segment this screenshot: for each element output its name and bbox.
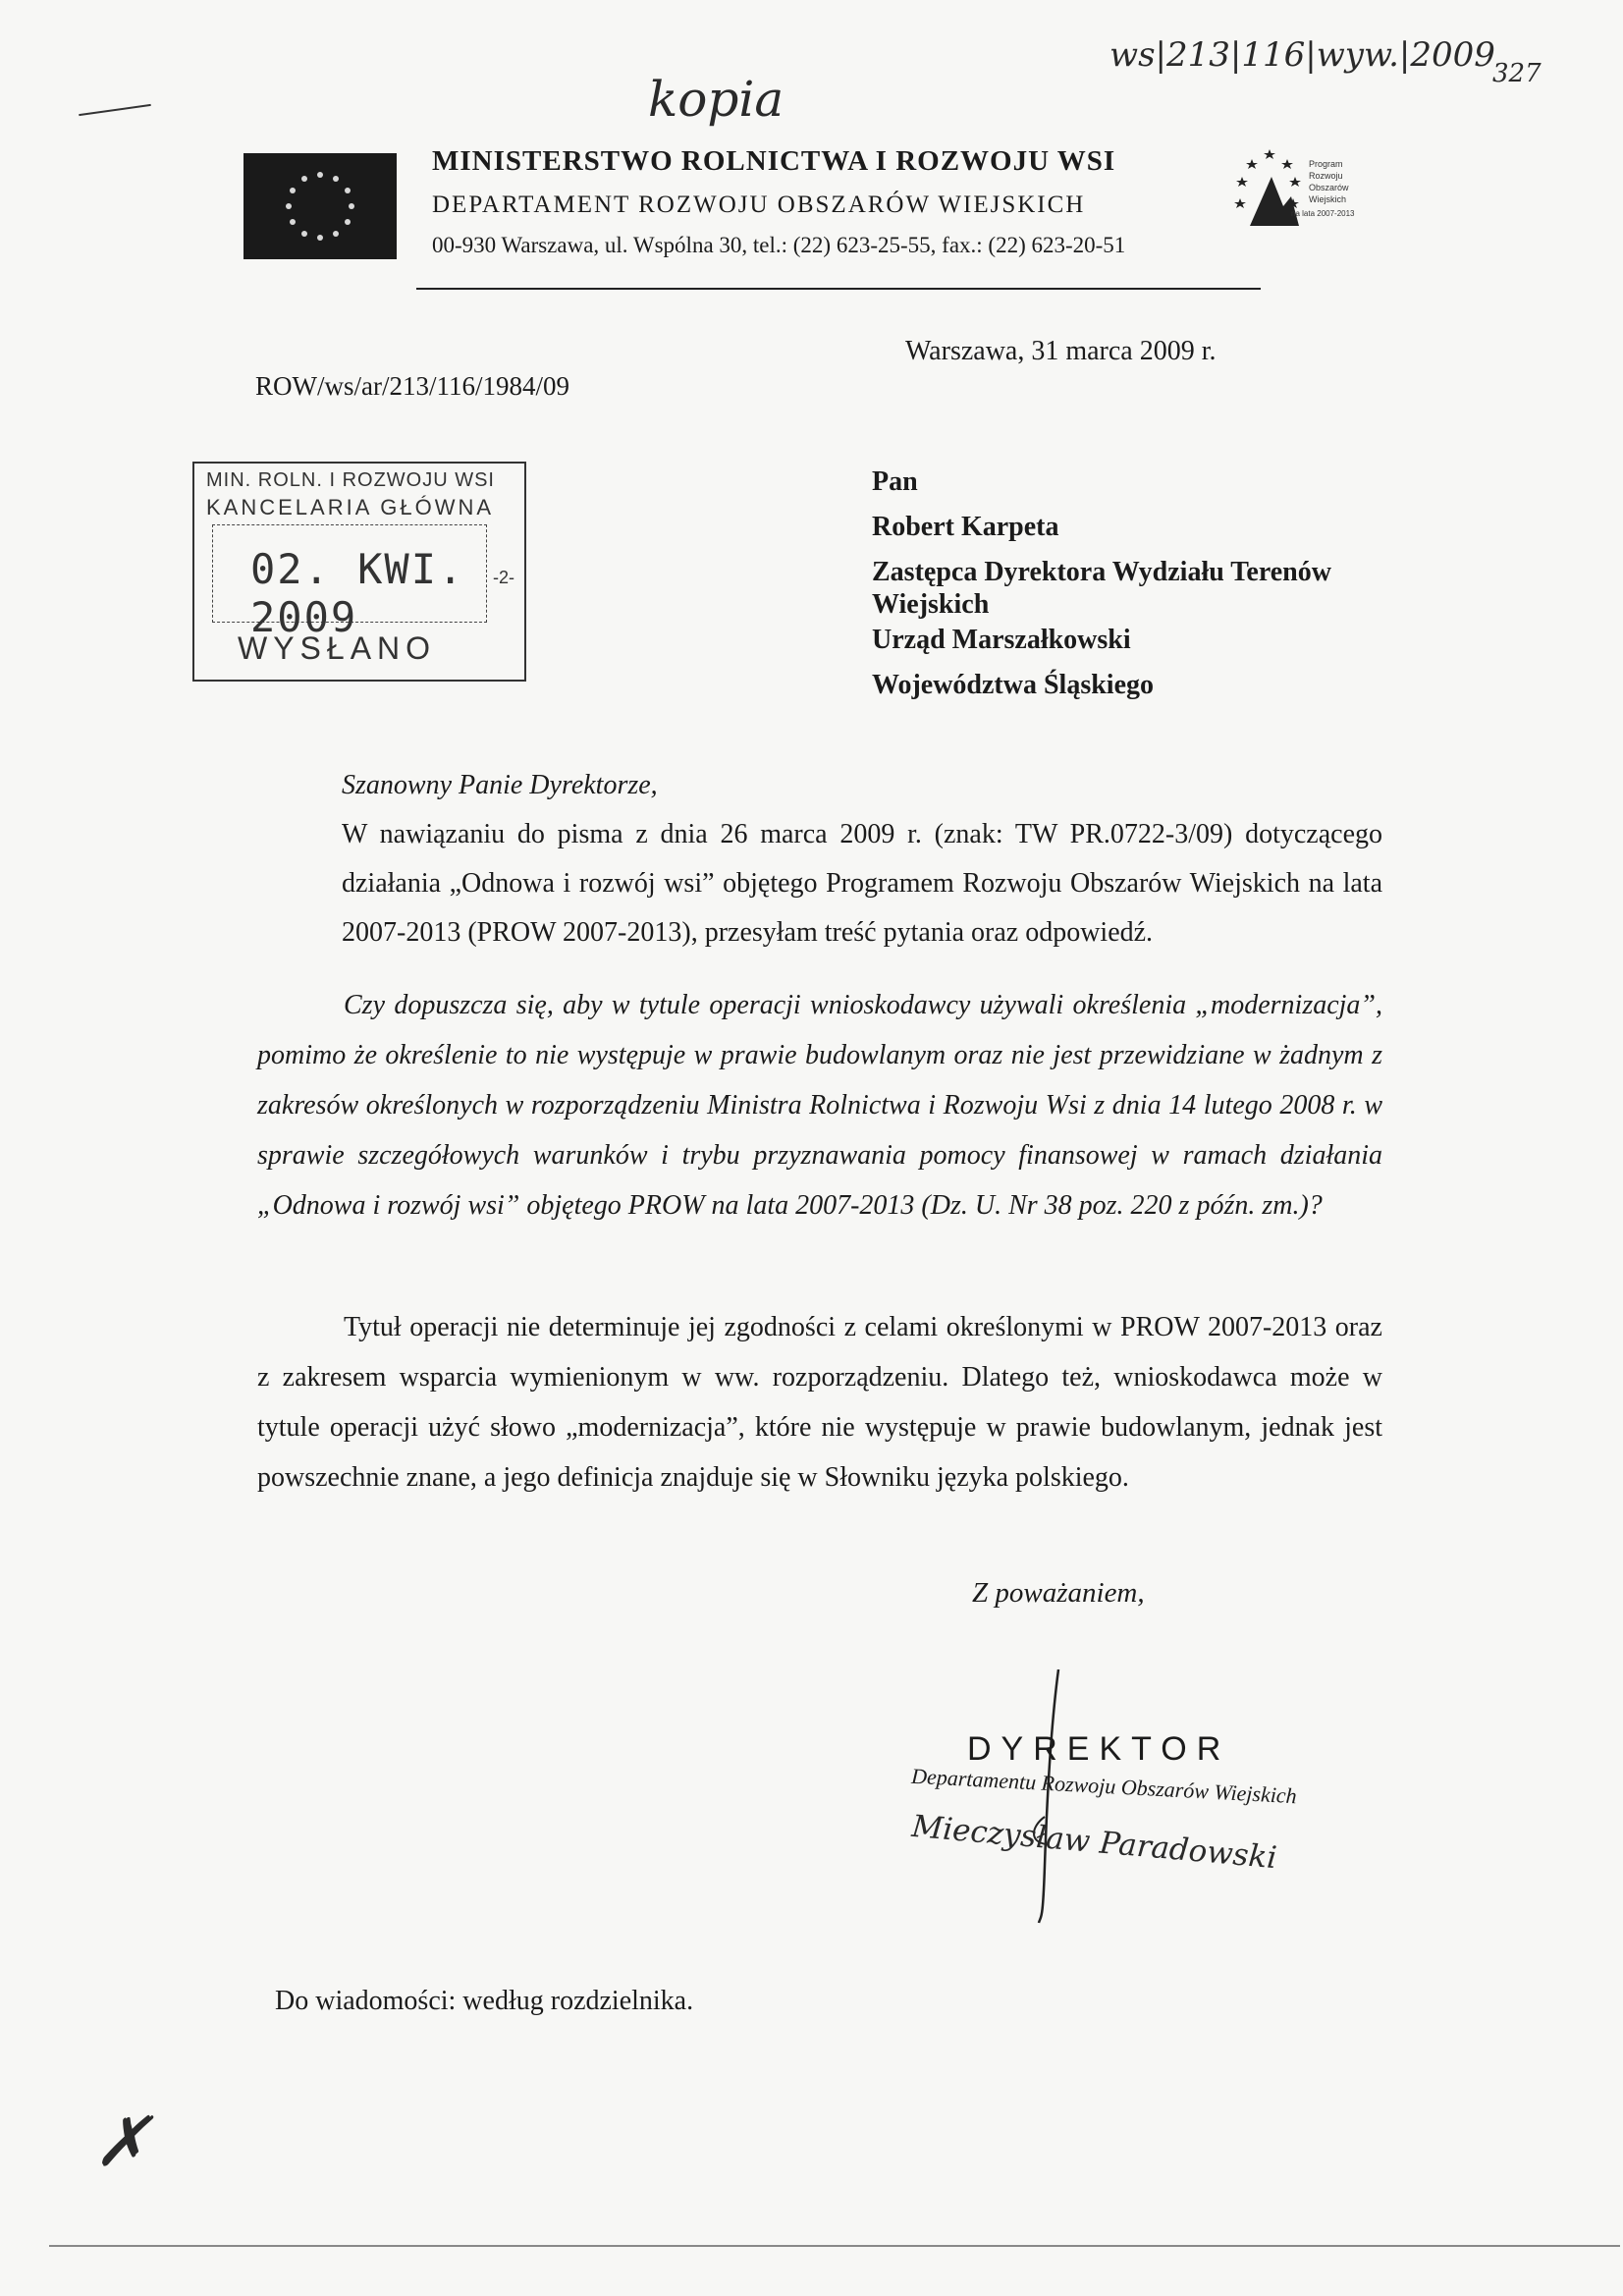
signature-name: Mieczysław Paradowski [910, 1808, 1278, 1877]
question-paragraph: Czy dopuszcza się, aby w tytule operacji wnioskodawcy używali określenia „modernizacja”, pomimo że określenie to nie występuje w prawie budowlanym oraz nie jest przewidziane w żadnym z zakresów określonych w rozporządzeniu Ministra Rolnictwa i Rozwoju Wsi z dnia 14 lutego 2008 r. w sprawie szczegółowych warunków i trybu przyznawania pomocy finansowej w ramach działania „Odnowa i rozwój wsi” objętego PROW na lata 2007-2013 (Dz. U. Nr 38 poz. 220 z późn. zm.)? [257, 990, 1382, 1221]
stamp-date-box [212, 524, 487, 641]
handwritten-margin-mark: ✗ [93, 2102, 151, 2182]
handwritten-page-number: 327 [1492, 59, 1542, 88]
stamp-office: KANCELARIA GŁÓWNA [206, 495, 495, 519]
intro-paragraph: W nawiązaniu do pisma z dnia 26 marca 2009 r. (znak: TW PR.0722-3/09) dotyczącego działania „Odnowa i rozwój wsi” objętego Programem Rozwoju Obszarów Wiejskich na lata 2007-2013 (PROW 2007-2013), przesyłam treść pytania oraz odpowiedź. [342, 819, 1382, 948]
distribution-note: Do wiadomości: według rozdzielnika. [275, 1986, 694, 2016]
closing: Z poważaniem, [972, 1577, 1145, 1609]
stamp-ministry: MIN. ROLN. I ROZWOJU WSI [206, 469, 495, 491]
eu-stars-icon [243, 153, 397, 259]
stamp-status: WYSŁANO [238, 630, 437, 666]
letterhead [432, 145, 1237, 258]
department-name: DEPARTAMENT ROZWOJU OBSZARÓW WIEJSKICH [432, 191, 1086, 218]
ministry-name: MINISTERSTWO ROLNICTWA I ROZWOJU WSI [432, 145, 1116, 177]
svg-text:Rozwoju: Rozwoju [1309, 171, 1343, 181]
recipient-block [872, 466, 1422, 715]
recipient-region: Województwa Śląskiego [872, 669, 1154, 700]
office-stamp [192, 462, 526, 682]
header-divider [416, 288, 1261, 290]
margin-mark [79, 104, 151, 116]
prow-logo [1222, 137, 1389, 260]
recipient-position: Zastępca Dyrektora Wydziału Terenów Wiejskich [872, 557, 1331, 620]
signature-department: Departamentu Rozwoju Obszarów Wiejskich [910, 1763, 1298, 1809]
prow-emblem-icon [1222, 137, 1389, 260]
bottom-scan-line [49, 2245, 1620, 2247]
eu-flag-logo [243, 153, 397, 259]
stamp-number: -2- [493, 568, 514, 587]
svg-text:Program: Program [1309, 159, 1343, 169]
letter-date: Warszawa, 31 marca 2009 r. [905, 336, 1217, 366]
recipient-title: Pan [872, 466, 918, 497]
stamp-date: 02. KWI. 2009 [250, 545, 465, 641]
signature-title: DYREKTOR [967, 1730, 1231, 1768]
ministry-address: 00-930 Warszawa, ul. Wspólna 30, tel.: (22) 623-25-55, fax.: (22) 623-20-51 [432, 233, 1126, 257]
svg-text:Obszarów: Obszarów [1309, 183, 1349, 192]
greeting: Szanowny Panie Dyrektorze, [342, 770, 658, 800]
answer-paragraph: Tytuł operacji nie determinuje jej zgodności z celami określonymi w PROW 2007-2013 oraz z zakresem wsparcia wymienionym w ww. rozporządzeniu. Dlatego też, wnioskodawca może w tytule operacji użyć słowo „modernizacja”, które nie występuje w prawie budowlanym, jednak jest powszechnie znane, a jego definicja znajduje się w Słowniku języka polskiego. [257, 1312, 1382, 1493]
svg-text:na lata 2007-2013: na lata 2007-2013 [1291, 209, 1355, 218]
handwritten-case-number: ws|213|116|wyw.|2009 [1109, 35, 1495, 75]
recipient-name: Robert Karpeta [872, 512, 1059, 543]
reference-number: ROW/ws/ar/213/116/1984/09 [255, 371, 569, 401]
handwritten-kopia: kopia [648, 71, 784, 128]
recipient-office: Urząd Marszałkowski [872, 624, 1131, 655]
svg-text:Wiejskich: Wiejskich [1309, 194, 1347, 204]
